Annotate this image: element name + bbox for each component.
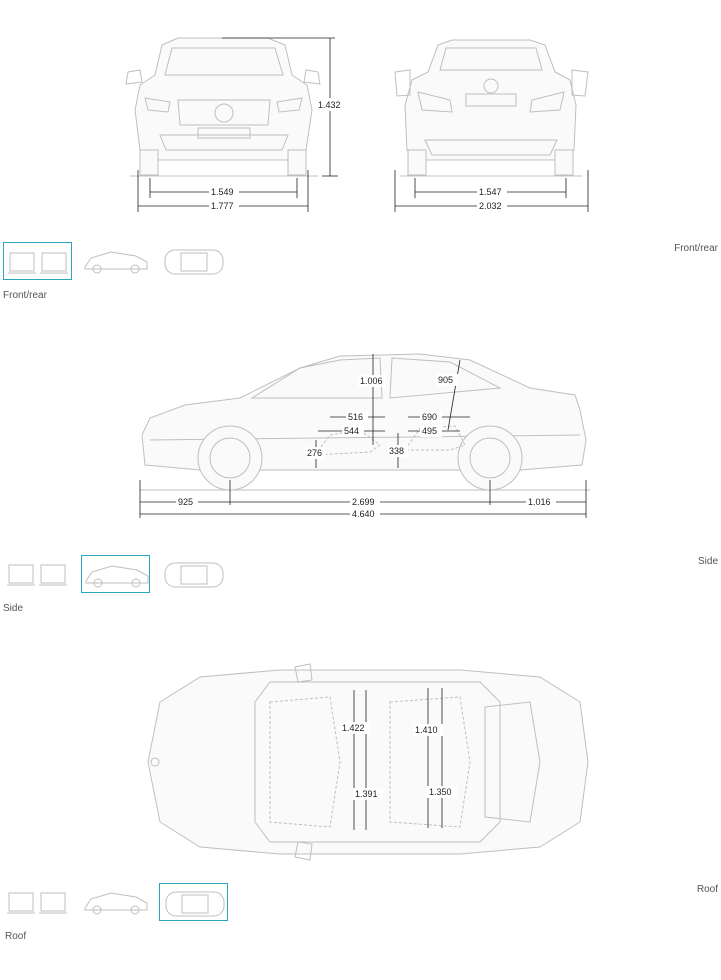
thumbnail-roof[interactable] <box>159 883 228 921</box>
rear-view-car <box>395 40 588 176</box>
dim-front-shoulder: 1.422 <box>342 723 365 733</box>
dim-front-width: 1.777 <box>211 201 234 211</box>
dim-495: 495 <box>422 426 438 436</box>
thumbnail-side[interactable] <box>81 883 150 921</box>
roof-drawing <box>0 662 721 862</box>
dim-544: 544 <box>344 426 360 436</box>
dim-wheelbase: 2.699 <box>352 497 375 507</box>
caption-front-rear: Front/rear <box>3 290 47 301</box>
dim-front-elbow: 1.391 <box>355 789 378 799</box>
dim-338: 338 <box>389 446 405 456</box>
dim-276: 276 <box>307 448 323 458</box>
section-label-side: Side <box>697 556 718 567</box>
dim-516: 516 <box>348 412 364 422</box>
dim-rear-shoulder: 1.410 <box>415 725 438 735</box>
roof-view-car <box>148 664 588 860</box>
thumbnail-side[interactable] <box>81 242 150 280</box>
thumbnail-side[interactable] <box>81 555 150 593</box>
dim-length: 4.640 <box>352 509 375 519</box>
dim-headroom-rear: 905 <box>438 375 454 385</box>
caption-side: Side <box>3 603 24 614</box>
front-rear-drawing <box>0 0 721 220</box>
side-drawing <box>0 340 721 540</box>
thumbnail-roof[interactable] <box>159 242 228 280</box>
dim-front-overhang: 925 <box>178 497 194 507</box>
thumbnail-front-rear[interactable] <box>3 555 72 593</box>
dim-rear-track: 1.547 <box>479 187 502 197</box>
dim-front-track: 1.549 <box>211 187 234 197</box>
thumbnail-front-rear[interactable] <box>3 242 72 280</box>
section-label-roof: Roof <box>696 884 718 895</box>
caption-roof: Roof <box>5 931 27 942</box>
thumbnail-roof[interactable] <box>159 555 228 593</box>
dim-690: 690 <box>422 412 438 422</box>
thumbnail-front-rear[interactable] <box>3 883 72 921</box>
dim-height: 1.432 <box>318 100 341 110</box>
dim-rear-elbow: 1.350 <box>429 787 452 797</box>
front-view-car <box>126 38 320 176</box>
dim-headroom-front: 1.006 <box>360 376 383 386</box>
dim-rear-width: 2.032 <box>479 201 502 211</box>
dim-rear-overhang: 1.016 <box>528 497 551 507</box>
section-label-front-rear: Front/rear <box>674 243 718 254</box>
